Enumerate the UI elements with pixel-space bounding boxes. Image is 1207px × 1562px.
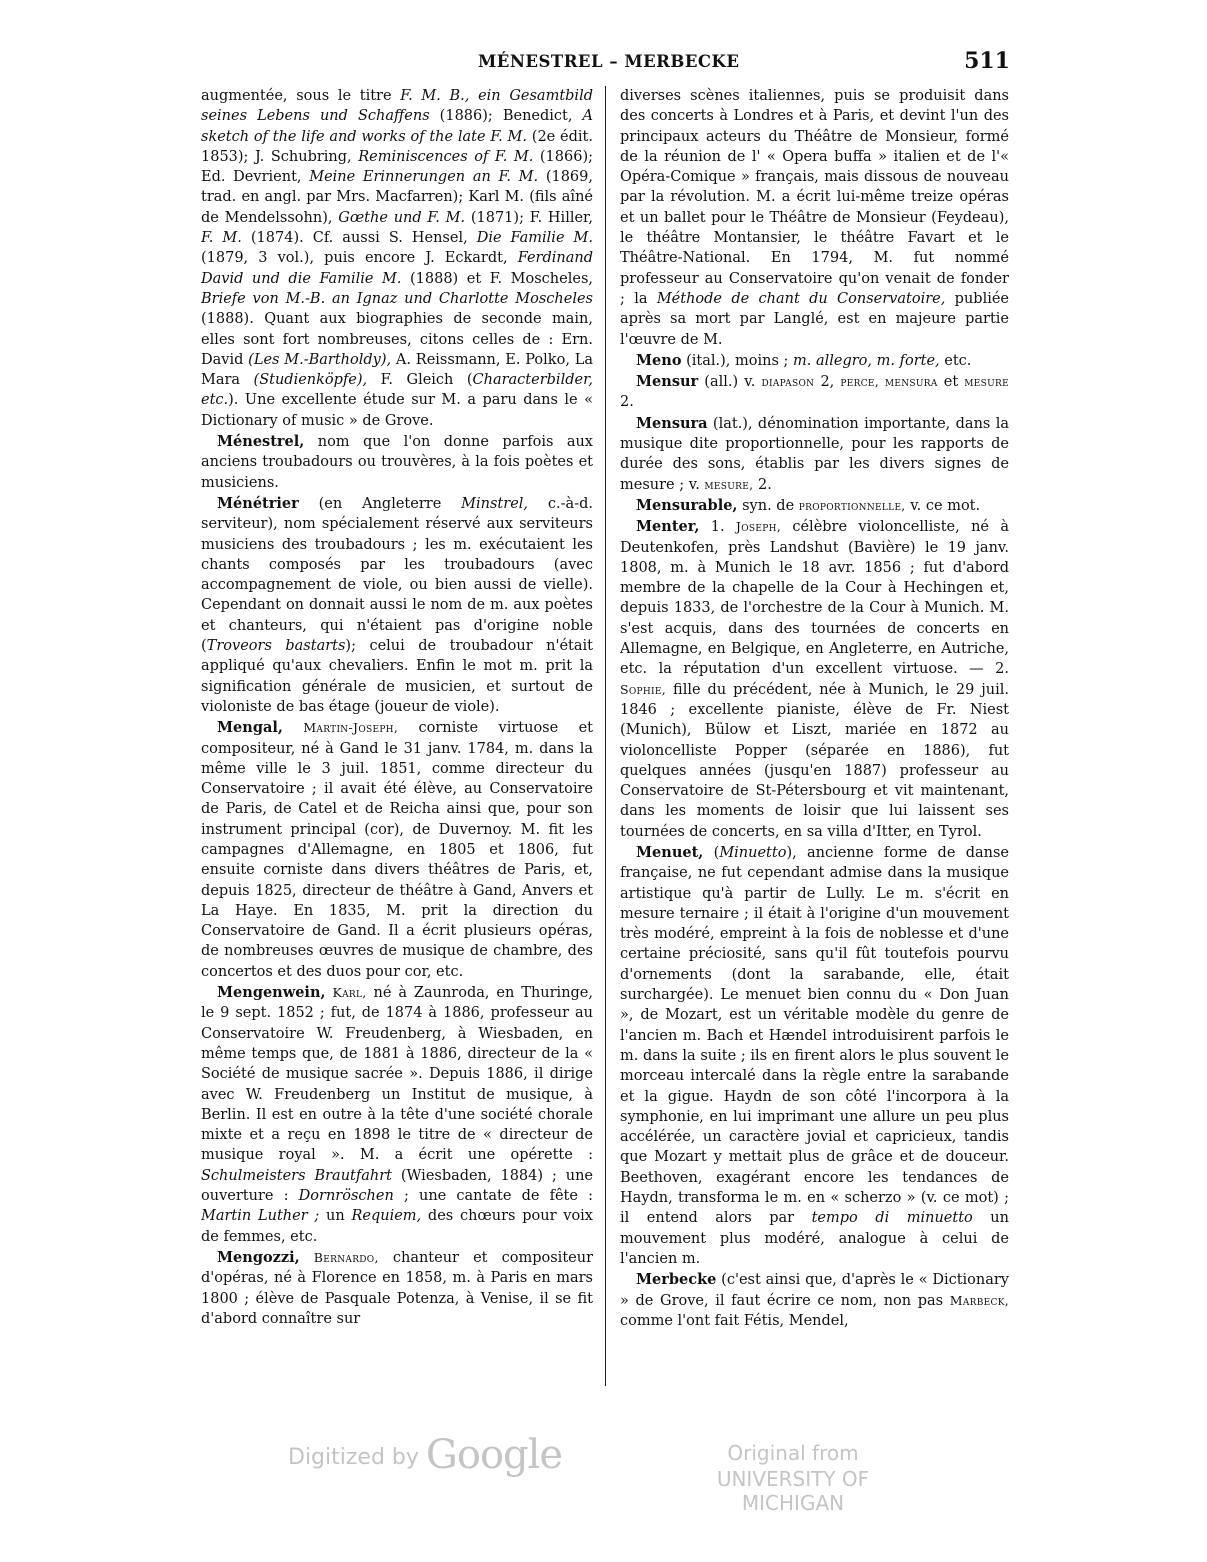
page-number: 511	[964, 48, 1010, 74]
entry-mengenwein: Mengenwein, Karl, né à Zaunroda, en Thuringe, le 9 sept. 1852 ; fut, de 1874 à 1886, professeur au Conservatoire W. Freudenberg, à Wiesbaden, en même temps que, de 1881 à 1886, directeur de la « Société de musique sacrée ». Depuis 1886, il dirige avec W. Freudenberg un Institut de musique, à Berlin. Il est en outre à la tête d'une société chorale mixte et a reçu en 1898 le titre de « directeur de musique royal ». M. a écrit une opérette : Schulmeisters Brautfahrt (Wiesbaden, 1884) ; une ouverture : Dornröschen ; une cantate de fête : Martin Luther ; un Requiem, des chœurs pour voix de femmes, etc.	[201, 984, 593, 1245]
headword: Ménétrier	[217, 494, 299, 512]
headword: Merbecke	[636, 1271, 717, 1289]
headword: Meno	[636, 351, 682, 369]
headword: Menuet,	[636, 843, 704, 861]
entry-menetrier: Ménétrier (en Angleterre Minstrel, c.-à-d. serviteur), nom spécialement réservé aux serviteurs musiciens des troubadours ; les m. exécutaient les chants composés par les troubadours (avec accompagnement de viole, ou bien aussi de vielle). Cependant on donnait aussi le nom de m. aux poètes et chanteurs, qui n'étaient pas d'origine noble (Troveors bastarts); celui de troubadour n'était appliqué qu'aux chevaliers. Enfin le mot m. prit la signification générale de musicien, et surtout de violoniste de bas étage (joueur de viole).	[201, 494, 593, 715]
entry-mensura: Mensura (lat.), dénomination importante, dans la musique dite proportionnelle, pour les rapports de durée des sons, établis par les divers signes de mesure ; v. mesure, 2.	[620, 414, 1009, 493]
running-title: MÉNESTREL – MERBECKE	[478, 52, 740, 71]
entry-menuet: Menuet, (Minuetto), ancienne forme de danse française, ne fut cependant admise dans la musique artistique qu'à partir de Lully. Le m. s'écrit en mesure ternaire ; il était à l'origine d'un mouvement très modéré, empreint à la fois de noblesse et d'une certaine préciosité, sans qu'il fût toutefois pourvu d'ornements (dont la sarabande, elle, était surchargée). Le menuet bien connu du « Don Juan », de Mozart, est un véritable modèle du genre de l'ancien m. Bach et Hændel introduisirent parfois le m. dans la suite ; ils en firent alors le plus souvent le morceau intercalé dans la règle entre la sarabande et la gigue. Haydn de son côté l'incorpora à la symphonie, en lui imprimant une allure un peu plus accélérée, un caractère jovial et capricieux, tandis que Mozart y mettait plus de grâce et de douceur. Beethoven, exagérant encore les tendances de Haydn, transforma le m. en « scherzo » (v. ce mot) ; il entend alors par tempo di minuetto un mouvement plus modéré, analogue à celui de l'ancien m.	[620, 843, 1009, 1267]
entry-meno: Meno (ital.), moins ; m. allegro, m. forte, etc.	[636, 351, 972, 369]
headword: Mengal,	[217, 719, 283, 737]
university-text: UNIVERSITY OF MICHIGAN	[716, 1467, 870, 1515]
headword: Menter,	[636, 518, 700, 536]
headword: Ménestrel,	[217, 433, 305, 451]
entry-mengozzi-continued: diverses scènes italiennes, puis se produisit dans des concerts à Londres et à Paris, et devint l'un des principaux acteurs du Théâtre de Monsieur, formé de la réunion de l' « Opera buffa » italien et de l'« Opéra-Comique » français, mais dissous de nouveau par la révolution. M. a écrit lui-même treize opéras et un ballet pour le Théâtre de Monsieur (Feydeau), le théâtre Montansier, le théâtre Favart et le Théâtre-National. En 1794, M. fut nommé professeur au Conservatoire qu'on venait de fonder ; la Méthode de chant du Conservatoire, publiée après sa mort par Langlé, est en majeure partie l'œuvre de M.	[620, 88, 1009, 348]
original-from-text: Original from	[727, 1441, 859, 1465]
column-divider	[605, 86, 606, 1386]
digitized-by-watermark	[288, 1432, 562, 1478]
entry-mengal: Mengal, Martin-Joseph, corniste virtuose et compositeur, né à Gand le 31 janv. 1784, m. dans la même ville le 3 juil. 1851, comme directeur du Conservatoire ; il avait été élève, au Conservatoire de Paris, de Catel et de Reicha ainsi que, pour son instrument principal (cor), de Duvernoy. M. fit les campagnes d'Allemagne, en 1805 et 1806, fut ensuite corniste dans divers théâtres de Paris, et, depuis 1825, directeur de théâtre à Gand, Anvers et La Haye. En 1835, M. prit la direction du Conservatoire de Gand. Il a écrit plusieurs opéras, de nombreuses œuvres de musique de chambre, des concertos et des duos pour cor, etc.	[201, 719, 593, 980]
entry-menestrel: Ménestrel, nom que l'on donne parfois aux anciens troubadours ou trouvères, à la fois poètes et musiciens.	[201, 433, 593, 491]
headword: Mensura	[636, 414, 708, 432]
headword: Mensurable,	[636, 496, 738, 514]
entry-menter: Menter, 1. Joseph, célèbre violoncelliste, né à Deutenkofen, près Landshut (Bavière) le 19 janv. 1808, m. à Munich le 18 avr. 1856 ; fut d'abord membre de la chapelle de la Cour à Hechingen et, depuis 1833, de l'orchestre de la Cour à Munich. M. s'est acquis, dans des tournées de concerts en Allemagne, en Belgique, en Angleterre, en Autriche, etc. la réputation d'un excellent virtuose. — 2. Sophie, fille du précédent, née à Munich, le 29 juil. 1846 ; excellente pianiste, élève de Fr. Niest (Munich), Bülow et Liszt, mariée en 1872 au violoncelliste Popper (séparée en 1886), fut quelques années (jusqu'en 1887) professeur au Conservatoire de St-Pétersbourg et vit maintenant, dans les moments de loisir que lui laissent ses tournées de concerts, en sa villa d'Itter, en Tyrol.	[620, 518, 1009, 840]
headword: Mensur	[636, 373, 699, 391]
entry-merbecke: Merbecke (c'est ainsi que, d'après le « Dictionary » de Grove, il faut écrire ce nom, non pas Marbeck, comme l'ont fait Fétis, Mendel,	[620, 1271, 1009, 1329]
headword: Mengenwein,	[217, 984, 326, 1002]
original-from-watermark	[668, 1441, 918, 1515]
google-logo: Google	[425, 1432, 563, 1478]
right-column	[620, 86, 1009, 1396]
running-header	[200, 48, 1010, 78]
left-column	[201, 86, 593, 1396]
entry-mensurable: Mensurable, syn. de proportionnelle, v. ce mot.	[636, 496, 981, 514]
digitized-by-text: Digitized by	[288, 1445, 419, 1470]
entry-mengozzi: Mengozzi, Bernardo, chanteur et compositeur d'opéras, né à Florence en 1858, m. à Paris en mars 1800 ; élève de Pasquale Potenza, à Venise, il se fit d'abord connaître sur	[201, 1248, 593, 1327]
entry-mendelssohn-continued: augmentée, sous le titre F. M. B., ein Gesamtbild seines Lebens und Schaffens (1886); Benedict, A sketch of the life and works of the late F. M. (2e édit. 1853); J. Schubring, Reminiscences of F. M. (1866); Ed. Devrient, Meine Erinnerungen an F. M. (1869, trad. en angl. par Mrs. Macfarren); Karl M. (fils aîné de Mendelssohn), Gœthe und F. M. (1871); F. Hiller, F. M. (1874). Cf. aussi S. Hensel, Die Familie M. (1879, 3 vol.), puis encore J. Eckardt, Ferdinand David und die Familie M. (1888) et F. Moscheles, Briefe von M.-B. an Ignaz und Charlotte Moscheles (1888). Quant aux biographies de seconde main, elles sont fort nombreuses, citons celles de : Ern. David (Les M.-Bartholdy), A. Reissmann, E. Polko, La Mara (Studienköpfe), F. Gleich (Characterbilder, etc.). Une excellente étude sur M. a paru dans le « Dictionary of music » de Grove.	[201, 88, 593, 429]
entry-mensur: Mensur (all.) v. diapason 2, perce, mensura et mesure 2.	[620, 373, 1009, 411]
headword: Mengozzi,	[217, 1248, 300, 1266]
